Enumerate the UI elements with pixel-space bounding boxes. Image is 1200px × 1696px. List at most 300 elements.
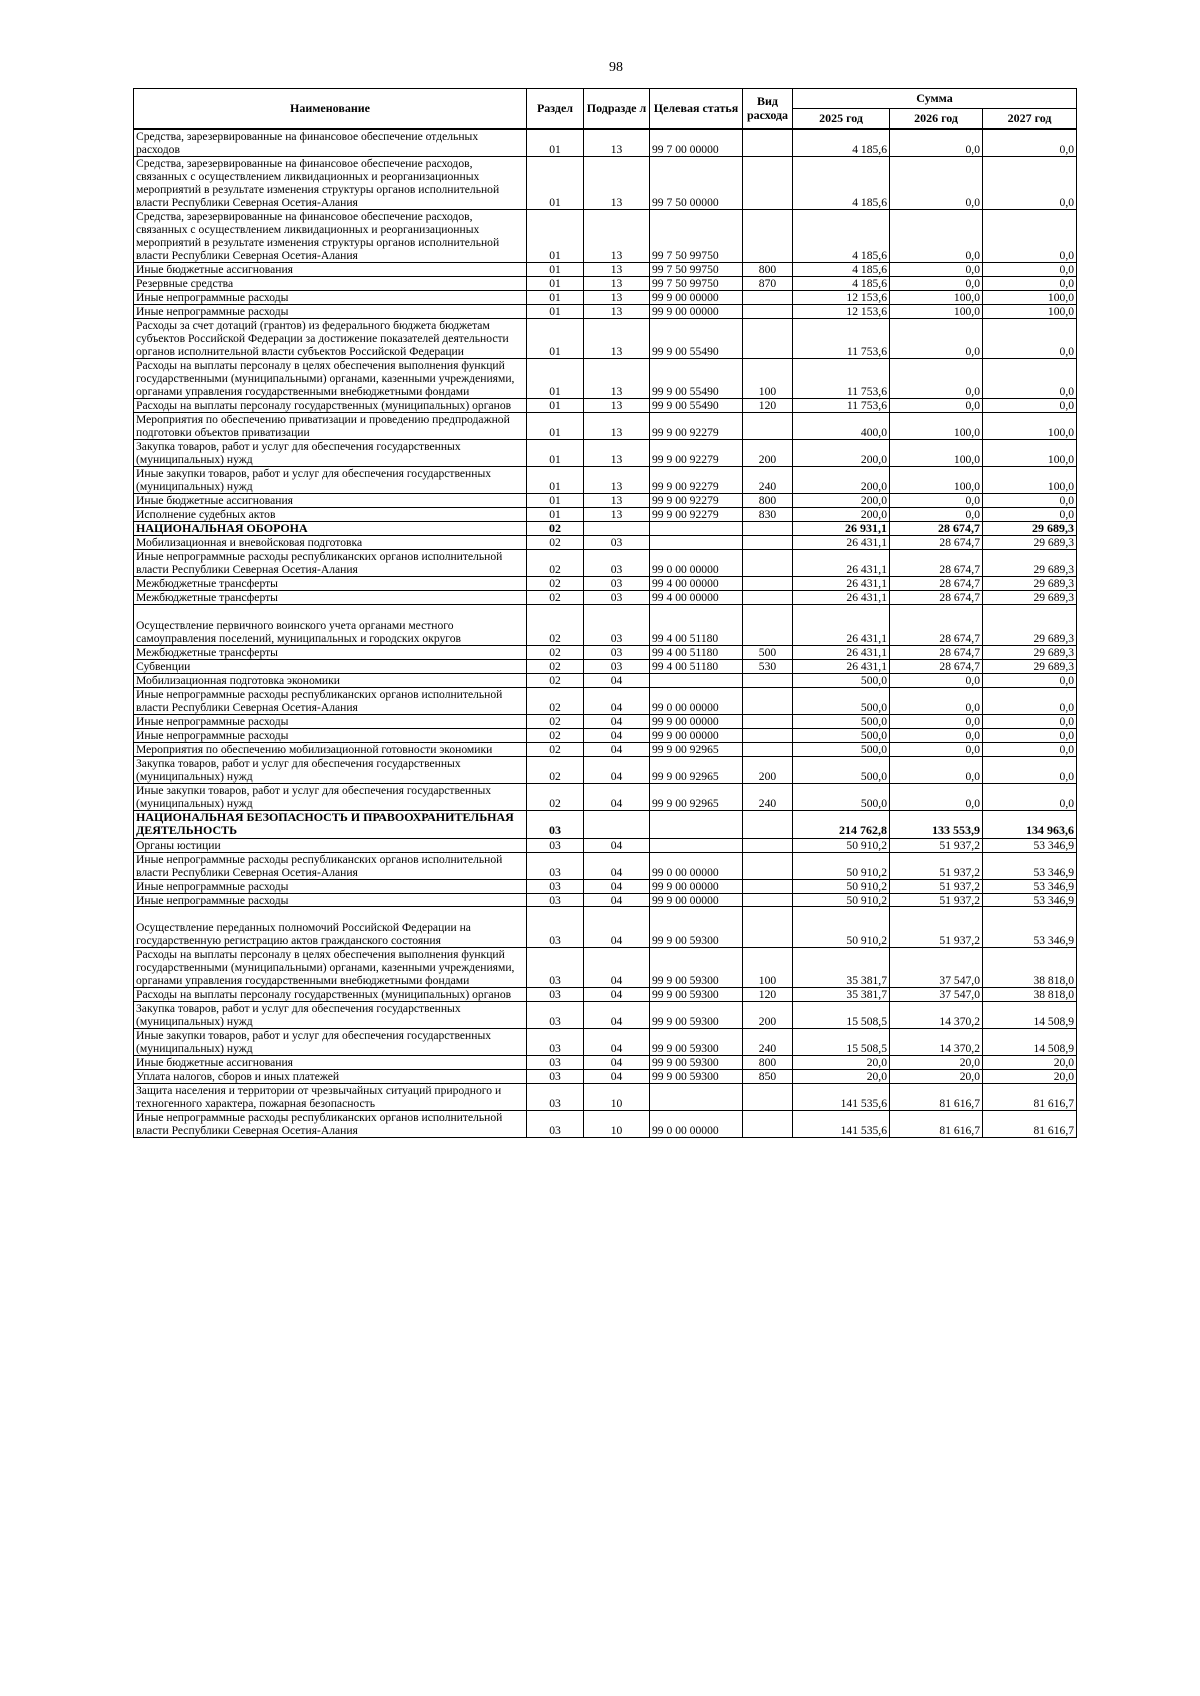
cell-subsection: 04	[584, 673, 650, 687]
table-row	[134, 318, 1077, 358]
cell-subsection: 13	[584, 466, 650, 493]
table-row	[134, 728, 1077, 742]
cell-subsection: 04	[584, 1056, 650, 1070]
cell-expense-type	[743, 604, 793, 645]
cell-sum-2027: 29 689,3	[983, 645, 1077, 659]
cell-target: 99 9 00 92279	[650, 412, 743, 439]
cell-sum-2026: 14 370,2	[890, 1002, 983, 1029]
cell-sum-2026: 81 616,7	[890, 1111, 983, 1138]
cell-sum-2025: 50 910,2	[793, 838, 890, 852]
cell-section: 03	[527, 810, 584, 838]
cell-sum-2026: 37 547,0	[890, 948, 983, 988]
table-row	[134, 549, 1077, 576]
cell-subsection: 04	[584, 838, 650, 852]
page-number: 98	[609, 60, 623, 75]
cell-target	[650, 1084, 743, 1111]
cell-sum-2026: 0,0	[890, 276, 983, 290]
cell-name: Мероприятия по обеспечению приватизации и проведению предпродажной подготовки объектов приватизации	[134, 412, 527, 439]
cell-sum-2027: 0,0	[983, 262, 1077, 276]
cell-sum-2026: 28 674,7	[890, 535, 983, 549]
cell-sum-2025: 200,0	[793, 507, 890, 521]
cell-section: 01	[527, 507, 584, 521]
cell-sum-2027: 29 689,3	[983, 604, 1077, 645]
cell-section: 03	[527, 1056, 584, 1070]
cell-sum-2027: 0,0	[983, 156, 1077, 209]
cell-sum-2026: 0,0	[890, 262, 983, 276]
cell-sum-2025: 500,0	[793, 783, 890, 810]
cell-name: Осуществление переданных полномочий Российской Федерации на государственную регистрацию актов гражданского состояния	[134, 907, 527, 948]
cell-subsection: 04	[584, 1002, 650, 1029]
cell-sum-2026: 20,0	[890, 1070, 983, 1084]
cell-sum-2025: 20,0	[793, 1056, 890, 1070]
cell-subsection: 10	[584, 1084, 650, 1111]
cell-section: 02	[527, 645, 584, 659]
cell-subsection: 13	[584, 439, 650, 466]
cell-target: 99 7 50 99750	[650, 262, 743, 276]
cell-sum-2027: 0,0	[983, 358, 1077, 398]
cell-name: Средства, зарезервированные на финансовое обеспечение расходов, связанных с осуществлением ликвидационных и реорганизационных мероприятий в результате изменения структуры органов исполнительной власти Республики Северная Осетия-Алания	[134, 156, 527, 209]
cell-section: 02	[527, 549, 584, 576]
cell-section: 02	[527, 521, 584, 535]
cell-name: Расходы на выплаты персоналу в целях обеспечения выполнения функций государственными (муниципальными) органами, казенными учреждениями, органами управления государственными внебюджетными фондами	[134, 948, 527, 988]
cell-expense-type	[743, 687, 793, 714]
cell-sum-2025: 4 185,6	[793, 262, 890, 276]
cell-sum-2025: 26 431,1	[793, 659, 890, 673]
cell-target	[650, 838, 743, 852]
cell-sum-2026: 133 553,9	[890, 810, 983, 838]
cell-subsection: 10	[584, 1111, 650, 1138]
cell-sum-2027: 81 616,7	[983, 1084, 1077, 1111]
cell-name: Межбюджетные трансферты	[134, 590, 527, 604]
cell-sum-2026: 0,0	[890, 156, 983, 209]
cell-name: Резервные средства	[134, 276, 527, 290]
cell-section: 02	[527, 576, 584, 590]
cell-section: 02	[527, 590, 584, 604]
cell-sum-2026: 0,0	[890, 756, 983, 783]
cell-sum-2027: 20,0	[983, 1056, 1077, 1070]
cell-sum-2025: 4 185,6	[793, 276, 890, 290]
cell-subsection: 13	[584, 129, 650, 156]
header-name: Наименование	[134, 89, 527, 130]
cell-sum-2026: 28 674,7	[890, 549, 983, 576]
cell-sum-2027: 53 346,9	[983, 838, 1077, 852]
cell-expense-type: 100	[743, 358, 793, 398]
cell-section: 02	[527, 728, 584, 742]
cell-sum-2025: 11 753,6	[793, 398, 890, 412]
cell-section: 01	[527, 209, 584, 262]
cell-sum-2027: 0,0	[983, 493, 1077, 507]
cell-section: 03	[527, 1029, 584, 1056]
cell-sum-2026: 51 937,2	[890, 879, 983, 893]
cell-sum-2026: 28 674,7	[890, 576, 983, 590]
cell-sum-2027: 0,0	[983, 687, 1077, 714]
cell-subsection: 13	[584, 276, 650, 290]
cell-expense-type	[743, 549, 793, 576]
cell-name: Расходы на выплаты персоналу государственных (муниципальных) органов	[134, 988, 527, 1002]
cell-sum-2027: 100,0	[983, 290, 1077, 304]
cell-expense-type: 830	[743, 507, 793, 521]
cell-sum-2025: 35 381,7	[793, 948, 890, 988]
cell-sum-2025: 26 431,1	[793, 645, 890, 659]
table-row	[134, 156, 1077, 209]
cell-sum-2025: 4 185,6	[793, 156, 890, 209]
table-row	[134, 1056, 1077, 1070]
cell-sum-2027: 29 689,3	[983, 521, 1077, 535]
cell-target: 99 9 00 59300	[650, 1002, 743, 1029]
cell-subsection: 04	[584, 1070, 650, 1084]
cell-subsection: 04	[584, 907, 650, 948]
cell-expense-type	[743, 838, 793, 852]
cell-section: 03	[527, 1111, 584, 1138]
cell-section: 02	[527, 687, 584, 714]
cell-expense-type	[743, 129, 793, 156]
cell-subsection: 04	[584, 1029, 650, 1056]
cell-sum-2027: 29 689,3	[983, 576, 1077, 590]
cell-sum-2025: 12 153,6	[793, 304, 890, 318]
cell-name: Иные непрограммные расходы республиканских органов исполнительной власти Республики Северная Осетия-Алания	[134, 549, 527, 576]
cell-target: 99 9 00 59300	[650, 1070, 743, 1084]
table-row	[134, 838, 1077, 852]
table-row	[134, 1070, 1077, 1084]
cell-sum-2025: 141 535,6	[793, 1084, 890, 1111]
cell-subsection: 13	[584, 412, 650, 439]
table-row	[134, 893, 1077, 907]
cell-sum-2025: 50 910,2	[793, 879, 890, 893]
cell-name: Иные непрограммные расходы	[134, 290, 527, 304]
table-row	[134, 810, 1077, 838]
cell-target: 99 7 50 00000	[650, 156, 743, 209]
cell-expense-type	[743, 412, 793, 439]
cell-target: 99 0 00 00000	[650, 687, 743, 714]
cell-sum-2027: 100,0	[983, 466, 1077, 493]
cell-sum-2027: 100,0	[983, 412, 1077, 439]
cell-sum-2026: 100,0	[890, 466, 983, 493]
cell-sum-2025: 4 185,6	[793, 209, 890, 262]
cell-name: Межбюджетные трансферты	[134, 576, 527, 590]
cell-sum-2025: 50 910,2	[793, 893, 890, 907]
table-row	[134, 358, 1077, 398]
cell-sum-2025: 400,0	[793, 412, 890, 439]
cell-expense-type: 240	[743, 1029, 793, 1056]
table-row	[134, 1084, 1077, 1111]
cell-subsection: 13	[584, 398, 650, 412]
cell-sum-2025: 500,0	[793, 673, 890, 687]
cell-sum-2025: 500,0	[793, 742, 890, 756]
cell-name: Иные непрограммные расходы	[134, 304, 527, 318]
cell-sum-2026: 0,0	[890, 714, 983, 728]
cell-name: Иные закупки товаров, работ и услуг для обеспечения государственных (муниципальных) нужд	[134, 1029, 527, 1056]
cell-sum-2026: 51 937,2	[890, 907, 983, 948]
cell-sum-2026: 51 937,2	[890, 838, 983, 852]
cell-name: Защита населения и территории от чрезвычайных ситуаций природного и техногенного характера, пожарная безопасность	[134, 1084, 527, 1111]
cell-sum-2026: 37 547,0	[890, 988, 983, 1002]
cell-section: 01	[527, 358, 584, 398]
table-row	[134, 742, 1077, 756]
cell-sum-2026: 20,0	[890, 1056, 983, 1070]
cell-expense-type	[743, 1084, 793, 1111]
cell-section: 02	[527, 673, 584, 687]
cell-section: 03	[527, 988, 584, 1002]
cell-sum-2026: 0,0	[890, 318, 983, 358]
cell-sum-2025: 11 753,6	[793, 358, 890, 398]
cell-expense-type	[743, 673, 793, 687]
table-row	[134, 590, 1077, 604]
cell-name: Мероприятия по обеспечению мобилизационной готовности экономики	[134, 742, 527, 756]
cell-target: 99 0 00 00000	[650, 852, 743, 879]
cell-sum-2026: 0,0	[890, 358, 983, 398]
cell-section: 02	[527, 714, 584, 728]
cell-target: 99 9 00 00000	[650, 893, 743, 907]
cell-name: Иные непрограммные расходы	[134, 893, 527, 907]
cell-sum-2027: 81 616,7	[983, 1111, 1077, 1138]
cell-name: Мобилизационная и вневойсковая подготовка	[134, 535, 527, 549]
table-row	[134, 507, 1077, 521]
cell-target: 99 9 00 00000	[650, 879, 743, 893]
table-row	[134, 879, 1077, 893]
cell-target: 99 9 00 00000	[650, 714, 743, 728]
cell-target: 99 4 00 00000	[650, 576, 743, 590]
cell-target: 99 4 00 51180	[650, 645, 743, 659]
cell-target: 99 4 00 00000	[650, 590, 743, 604]
cell-sum-2026: 0,0	[890, 493, 983, 507]
cell-subsection: 03	[584, 645, 650, 659]
table-row	[134, 290, 1077, 304]
cell-sum-2026: 28 674,7	[890, 590, 983, 604]
cell-subsection: 03	[584, 535, 650, 549]
cell-expense-type	[743, 852, 793, 879]
cell-subsection: 13	[584, 493, 650, 507]
cell-section: 01	[527, 276, 584, 290]
cell-sum-2027: 53 346,9	[983, 852, 1077, 879]
table-row	[134, 907, 1077, 948]
cell-name: Иные бюджетные ассигнования	[134, 1056, 527, 1070]
cell-target: 99 9 00 59300	[650, 907, 743, 948]
cell-sum-2027: 53 346,9	[983, 907, 1077, 948]
cell-name: Расходы на выплаты персоналу в целях обеспечения выполнения функций государственными (муниципальными) органами, казенными учреждениями, органами управления государственными внебюджетными фондами	[134, 358, 527, 398]
cell-name: НАЦИОНАЛЬНАЯ БЕЗОПАСНОСТЬ И ПРАВООХРАНИТЕЛЬНАЯ ДЕЯТЕЛЬНОСТЬ	[134, 810, 527, 838]
table-row	[134, 304, 1077, 318]
cell-section: 02	[527, 535, 584, 549]
cell-target: 99 9 00 00000	[650, 728, 743, 742]
table-row	[134, 412, 1077, 439]
cell-name: Уплата налогов, сборов и иных платежей	[134, 1070, 527, 1084]
cell-section: 02	[527, 756, 584, 783]
cell-sum-2025: 26 431,1	[793, 535, 890, 549]
cell-name: Закупка товаров, работ и услуг для обеспечения государственных (муниципальных) нужд	[134, 1002, 527, 1029]
cell-name: Расходы за счет дотаций (грантов) из федерального бюджета бюджетам субъектов Российской Федерации за достижение показателей деятельности органов исполнительной власти субъектов Российской Федерации	[134, 318, 527, 358]
cell-sum-2027: 14 508,9	[983, 1002, 1077, 1029]
cell-target: 99 7 50 99750	[650, 209, 743, 262]
cell-section: 03	[527, 1070, 584, 1084]
table-row	[134, 1002, 1077, 1029]
cell-target: 99 7 50 99750	[650, 276, 743, 290]
cell-sum-2025: 26 431,1	[793, 590, 890, 604]
cell-section: 03	[527, 852, 584, 879]
cell-sum-2025: 35 381,7	[793, 988, 890, 1002]
cell-name: Закупка товаров, работ и услуг для обеспечения государственных (муниципальных) нужд	[134, 756, 527, 783]
cell-expense-type: 120	[743, 988, 793, 1002]
cell-section: 01	[527, 466, 584, 493]
cell-target: 99 0 00 00000	[650, 1111, 743, 1138]
cell-expense-type	[743, 590, 793, 604]
table-row	[134, 687, 1077, 714]
cell-name: НАЦИОНАЛЬНАЯ ОБОРОНА	[134, 521, 527, 535]
budget-table	[133, 88, 1077, 1138]
cell-section: 01	[527, 398, 584, 412]
cell-target: 99 9 00 00000	[650, 290, 743, 304]
cell-subsection: 04	[584, 687, 650, 714]
cell-target	[650, 521, 743, 535]
cell-sum-2025: 200,0	[793, 493, 890, 507]
cell-sum-2026: 28 674,7	[890, 521, 983, 535]
cell-sum-2026: 81 616,7	[890, 1084, 983, 1111]
table-row	[134, 1111, 1077, 1138]
cell-target	[650, 535, 743, 549]
cell-sum-2026: 0,0	[890, 783, 983, 810]
cell-target	[650, 673, 743, 687]
cell-sum-2027: 0,0	[983, 129, 1077, 156]
cell-section: 02	[527, 742, 584, 756]
cell-subsection	[584, 810, 650, 838]
cell-expense-type: 530	[743, 659, 793, 673]
header-year-2025: 2025 год	[793, 109, 890, 130]
cell-sum-2027: 53 346,9	[983, 893, 1077, 907]
header-target: Целевая статья	[650, 89, 743, 130]
cell-expense-type: 500	[743, 645, 793, 659]
cell-sum-2026: 0,0	[890, 398, 983, 412]
cell-sum-2027: 0,0	[983, 742, 1077, 756]
cell-sum-2026: 0,0	[890, 129, 983, 156]
cell-expense-type	[743, 156, 793, 209]
cell-subsection: 04	[584, 742, 650, 756]
cell-subsection: 04	[584, 893, 650, 907]
cell-sum-2026: 51 937,2	[890, 852, 983, 879]
cell-name: Иные непрограммные расходы республиканских органов исполнительной власти Республики Северная Осетия-Алания	[134, 687, 527, 714]
cell-name: Иные непрограммные расходы	[134, 714, 527, 728]
cell-sum-2027: 0,0	[983, 714, 1077, 728]
cell-section: 03	[527, 838, 584, 852]
cell-subsection: 03	[584, 604, 650, 645]
cell-sum-2025: 11 753,6	[793, 318, 890, 358]
cell-sum-2025: 141 535,6	[793, 1111, 890, 1138]
cell-sum-2027: 100,0	[983, 439, 1077, 466]
cell-sum-2025: 200,0	[793, 439, 890, 466]
cell-expense-type	[743, 742, 793, 756]
cell-target: 99 9 00 59300	[650, 948, 743, 988]
cell-target: 99 9 00 92279	[650, 493, 743, 507]
cell-subsection: 13	[584, 156, 650, 209]
table-row	[134, 576, 1077, 590]
cell-sum-2025: 214 762,8	[793, 810, 890, 838]
cell-target: 99 9 00 55490	[650, 358, 743, 398]
cell-name: Мобилизационная подготовка экономики	[134, 673, 527, 687]
cell-expense-type	[743, 535, 793, 549]
cell-sum-2026: 28 674,7	[890, 645, 983, 659]
cell-sum-2025: 200,0	[793, 466, 890, 493]
cell-name: Исполнение судебных актов	[134, 507, 527, 521]
cell-sum-2026: 0,0	[890, 673, 983, 687]
cell-section: 03	[527, 893, 584, 907]
cell-sum-2025: 15 508,5	[793, 1029, 890, 1056]
cell-subsection: 04	[584, 756, 650, 783]
cell-section: 01	[527, 412, 584, 439]
cell-subsection	[584, 521, 650, 535]
cell-name: Иные закупки товаров, работ и услуг для обеспечения государственных (муниципальных) нужд	[134, 783, 527, 810]
cell-subsection: 04	[584, 988, 650, 1002]
cell-sum-2027: 0,0	[983, 783, 1077, 810]
cell-expense-type	[743, 907, 793, 948]
cell-target: 99 9 00 59300	[650, 1056, 743, 1070]
table-row	[134, 988, 1077, 1002]
cell-name: Осуществление первичного воинского учета органами местного самоуправления поселений, муниципальных и городских округов	[134, 604, 527, 645]
cell-name: Иные бюджетные ассигнования	[134, 493, 527, 507]
cell-name: Иные непрограммные расходы	[134, 879, 527, 893]
header-sum: Сумма	[793, 89, 1077, 109]
cell-subsection: 13	[584, 318, 650, 358]
table-row	[134, 521, 1077, 535]
cell-subsection: 04	[584, 728, 650, 742]
cell-sum-2026: 100,0	[890, 412, 983, 439]
header-subsection: Подразде л	[584, 89, 650, 130]
cell-name: Иные непрограммные расходы республиканских органов исполнительной власти Республики Северная Осетия-Алания	[134, 1111, 527, 1138]
table-row	[134, 783, 1077, 810]
cell-section: 01	[527, 156, 584, 209]
cell-section: 01	[527, 439, 584, 466]
cell-sum-2027: 29 689,3	[983, 590, 1077, 604]
cell-target: 99 7 00 00000	[650, 129, 743, 156]
cell-expense-type	[743, 714, 793, 728]
cell-target: 99 9 00 59300	[650, 1029, 743, 1056]
table-row	[134, 1029, 1077, 1056]
cell-sum-2025: 50 910,2	[793, 907, 890, 948]
cell-target: 99 4 00 51180	[650, 604, 743, 645]
cell-expense-type: 240	[743, 466, 793, 493]
cell-sum-2025: 500,0	[793, 714, 890, 728]
cell-section: 02	[527, 604, 584, 645]
cell-target	[650, 810, 743, 838]
cell-sum-2027: 134 963,6	[983, 810, 1077, 838]
cell-sum-2027: 0,0	[983, 276, 1077, 290]
cell-sum-2025: 4 185,6	[793, 129, 890, 156]
cell-expense-type	[743, 893, 793, 907]
cell-sum-2027: 0,0	[983, 507, 1077, 521]
cell-sum-2026: 0,0	[890, 742, 983, 756]
cell-section: 01	[527, 493, 584, 507]
cell-subsection: 04	[584, 852, 650, 879]
cell-subsection: 03	[584, 659, 650, 673]
cell-sum-2026: 28 674,7	[890, 604, 983, 645]
cell-sum-2025: 26 431,1	[793, 576, 890, 590]
cell-sum-2027: 0,0	[983, 398, 1077, 412]
cell-expense-type	[743, 318, 793, 358]
table-row	[134, 673, 1077, 687]
cell-section: 03	[527, 1002, 584, 1029]
table-row	[134, 439, 1077, 466]
cell-section: 01	[527, 290, 584, 304]
table-row	[134, 535, 1077, 549]
cell-sum-2026: 0,0	[890, 728, 983, 742]
cell-subsection: 13	[584, 507, 650, 521]
cell-target: 99 9 00 00000	[650, 304, 743, 318]
cell-target: 99 9 00 55490	[650, 398, 743, 412]
cell-target: 99 9 00 59300	[650, 988, 743, 1002]
cell-section: 01	[527, 129, 584, 156]
cell-expense-type: 120	[743, 398, 793, 412]
table-row	[134, 604, 1077, 645]
cell-sum-2026: 0,0	[890, 209, 983, 262]
cell-subsection: 13	[584, 262, 650, 276]
cell-name: Иные закупки товаров, работ и услуг для обеспечения государственных (муниципальных) нужд	[134, 466, 527, 493]
